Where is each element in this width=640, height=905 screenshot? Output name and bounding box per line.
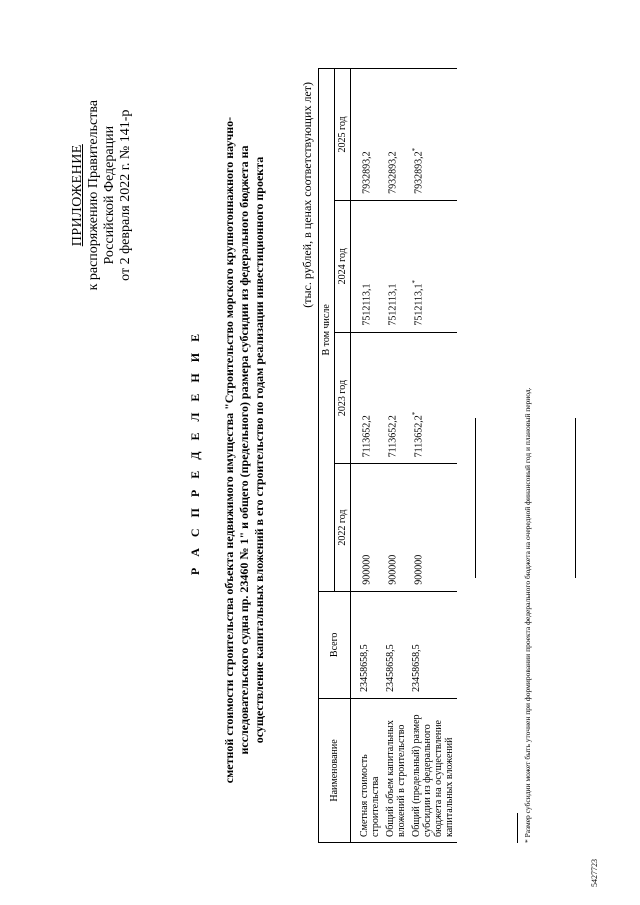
document-title: Р А С П Р Е Д Е Л Е Н И Е bbox=[188, 329, 202, 576]
table-row bbox=[383, 69, 409, 843]
row-name: Общий объем капитальных вложений в строительство bbox=[383, 698, 409, 842]
row-value: 900000 bbox=[383, 464, 409, 591]
header-total: Всего bbox=[319, 591, 351, 698]
header-name: Наименование bbox=[319, 698, 351, 842]
row-value: 7113652,2 bbox=[351, 332, 384, 464]
row-name: Общий (предельный) размер субсидии из федерального бюджета на осуществление капитальных вложений bbox=[409, 698, 457, 842]
table-row bbox=[351, 69, 384, 843]
header-group: В том числе bbox=[319, 69, 335, 592]
units-note: (тыс. рублей, в ценах соответствующих лет) bbox=[300, 82, 314, 308]
row-value: 7113652,2* bbox=[409, 332, 457, 464]
header-year: 2022 год bbox=[335, 464, 351, 591]
row-value: 7932893,2 bbox=[383, 69, 409, 201]
row-total: 23458658,5 bbox=[383, 591, 409, 698]
row-name: Сметная стоимость строительства bbox=[351, 698, 384, 842]
separator-line bbox=[575, 418, 576, 578]
subtitle-line-3: осуществление капитальных вложений в его строительство по годам реализации инвестиционного проекта bbox=[252, 156, 266, 744]
appendix-line-1: к распоряжению Правительства bbox=[86, 100, 101, 291]
appendix-line-3: от 2 февраля 2022 г. № 141-р bbox=[118, 109, 133, 281]
row-value: 900000 bbox=[351, 464, 384, 591]
footnote: * Размер субсидии может быть уточнен при формировании проекта федерального бюджета на очередной финансовый год и плановый период. bbox=[523, 387, 532, 843]
row-total: 23458658,5 bbox=[351, 591, 384, 698]
row-value: 7932893,2* bbox=[409, 69, 457, 201]
header-year: 2025 год bbox=[335, 69, 351, 201]
row-value: 7512113,1 bbox=[383, 200, 409, 332]
row-total: 23458658,5 bbox=[409, 591, 457, 698]
separator-line bbox=[475, 418, 476, 578]
row-value: 7932893,2 bbox=[351, 69, 384, 201]
header-year: 2024 год bbox=[335, 200, 351, 332]
table-row bbox=[409, 69, 457, 843]
distribution-table bbox=[318, 68, 457, 843]
row-value: 900000 bbox=[409, 464, 457, 591]
subtitle-line-2: исследовательского судна пр. 23460 № 1" и общего (предельного) размера субсидии из федерального бюджета на bbox=[237, 145, 251, 755]
row-value: 7512113,1 bbox=[351, 200, 384, 332]
footnote-rule bbox=[517, 813, 518, 843]
appendix-line-2: Российской Федерации bbox=[102, 125, 117, 265]
document-number: 5427723 bbox=[590, 859, 599, 887]
appendix-title: ПРИЛОЖЕНИЕ bbox=[70, 144, 85, 247]
header-year: 2023 год bbox=[335, 332, 351, 464]
document-subtitle bbox=[222, 65, 267, 835]
subtitle-line-1: сметной стоимости строительства объекта недвижимого имущества "Строительство морского крупнотоннажного научно- bbox=[222, 116, 236, 784]
row-value: 7113652,2 bbox=[383, 332, 409, 464]
appendix-header bbox=[70, 100, 134, 290]
row-value: 7512113,1* bbox=[409, 200, 457, 332]
